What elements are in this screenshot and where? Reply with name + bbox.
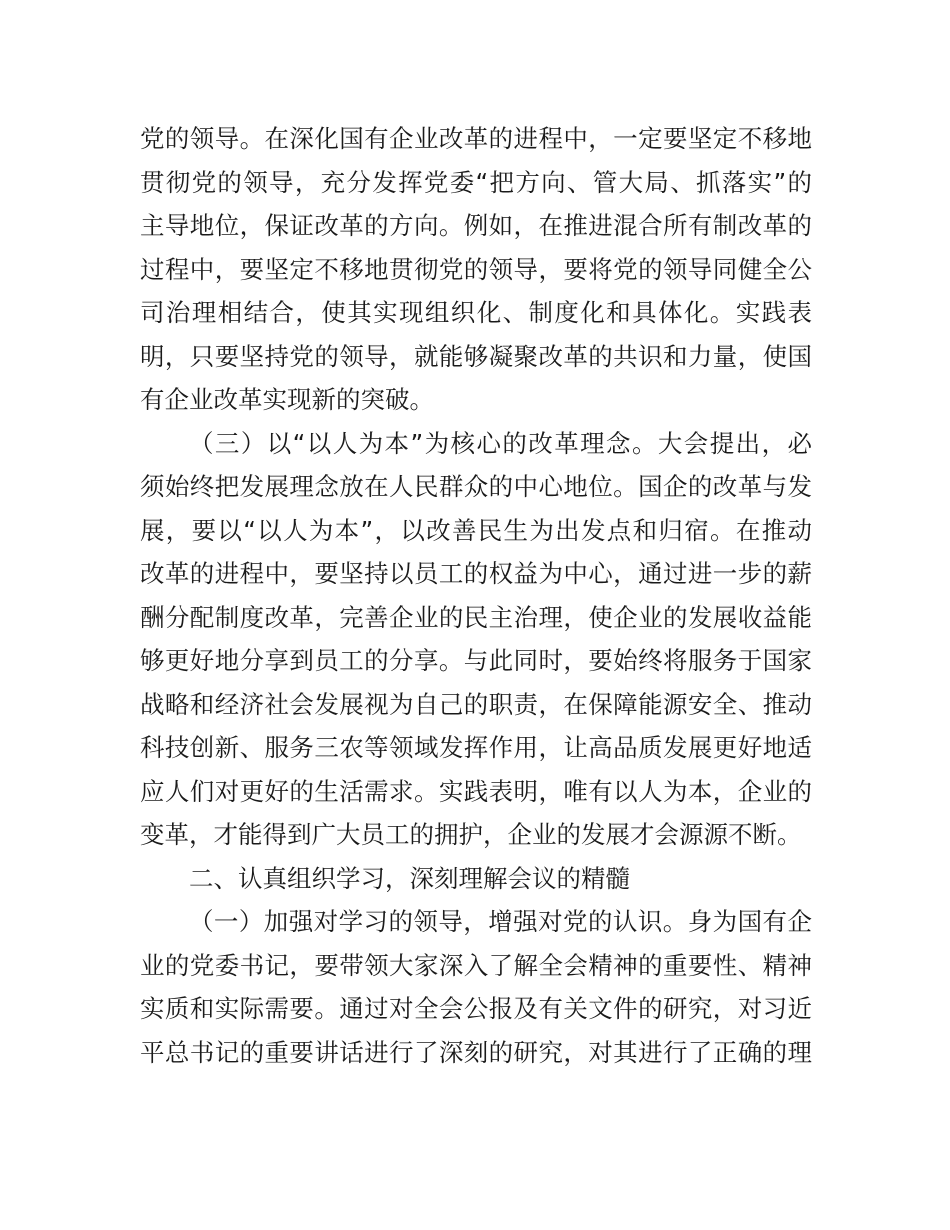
body-line: 改革的进程中，要坚持以员工的权益为中心，通过进一步的薪 <box>140 559 812 588</box>
body-line: 有企业改革实现新的突破。 <box>140 385 434 414</box>
body-line: 科技创新、服务三农等领域发挥作用，让高品质发展更好地适 <box>140 733 812 762</box>
section-heading: 二、认真组织学习，深刻理解会议的精髓 <box>189 863 630 893</box>
body-line: 司治理相结合，使其实现组织化、制度化和具体化。实践表 <box>140 298 812 327</box>
section-three-heading-line: （三）以“以人为本”为核心的改革理念。大会提出，必 <box>189 428 812 458</box>
body-line: 须始终把发展理念放在人民群众的中心地位。国企的改革与发 <box>140 472 812 501</box>
body-line: 贯彻党的领导，充分发挥党委“把方向、管大局、抓落实”的 <box>140 167 812 197</box>
document-body <box>140 117 812 1074</box>
body-line: 应人们对更好的生活需求。实践表明，唯有以人为本，企业的 <box>140 776 812 806</box>
body-line: 展，要以“以人为本”，以改善民生为出发点和归宿。在推动 <box>140 515 812 545</box>
body-line: 平总书记的重要讲话进行了深刻的研究，对其进行了正确的理 <box>140 1037 812 1067</box>
body-line: 主导地位，保证改革的方向。例如，在推进混合所有制改革的 <box>140 211 812 240</box>
body-line: 变革，才能得到广大员工的拥护，企业的发展才会源源不断。 <box>140 820 802 849</box>
body-line: 过程中，要坚定不移地贯彻党的领导，要将党的领导同健全公 <box>140 254 812 284</box>
body-line: 实质和实际需要。通过对全会公报及有关文件的研究，对习近 <box>140 994 812 1023</box>
body-line: 酬分配制度改革，完善企业的民主治理，使企业的发展收益能 <box>140 602 812 632</box>
body-line: 够更好地分享到员工的分享。与此同时，要始终将服务于国家 <box>140 646 812 675</box>
body-line: 明，只要坚持党的领导，就能够凝聚改革的共识和力量，使国 <box>140 341 812 371</box>
body-line: 党的领导。在深化国有企业改革的进程中，一定要坚定不移地 <box>140 124 812 153</box>
subsection-one-heading-line: （一）加强对学习的领导，增强对党的认识。身为国有企 <box>189 907 812 936</box>
body-line: 业的党委书记，要带领大家深入了解全会精神的重要性、精神 <box>140 950 812 980</box>
body-line: 战略和经济社会发展视为自己的职责，在保障能源安全、推动 <box>140 689 812 719</box>
